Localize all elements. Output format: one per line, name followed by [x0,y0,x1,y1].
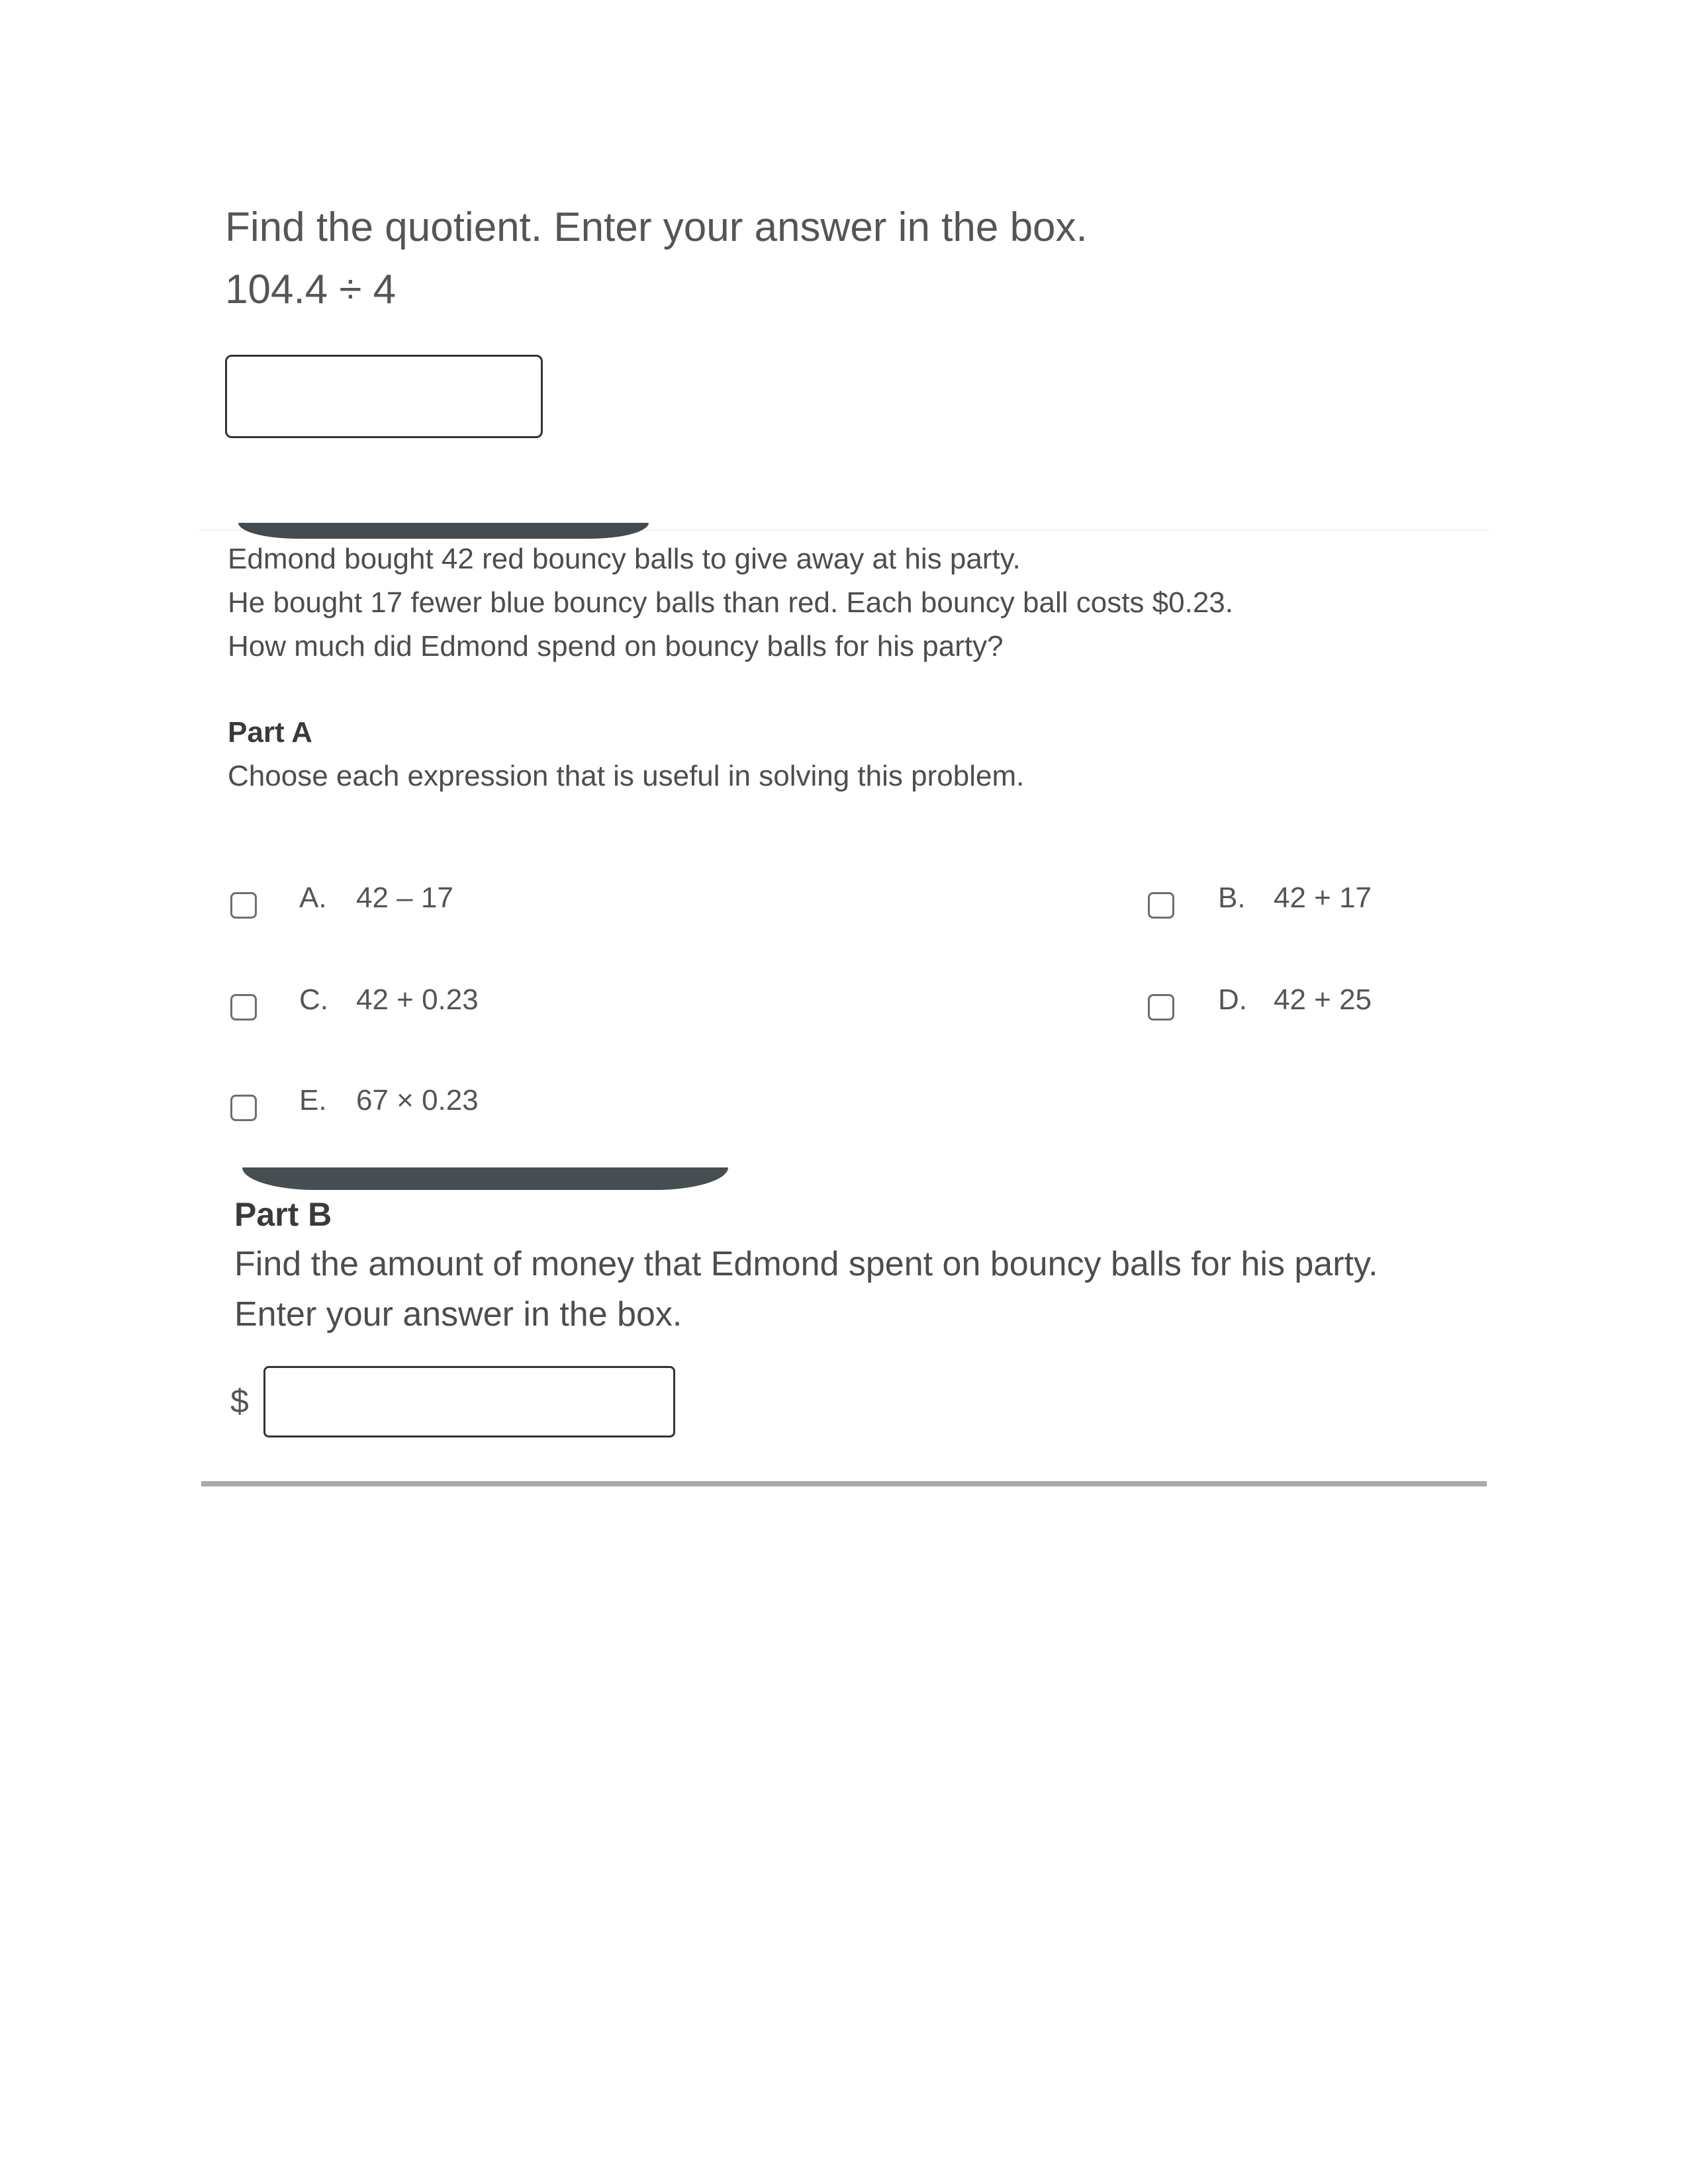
option-d-checkbox[interactable] [1148,994,1174,1021]
part-a-instruction: Choose each expression that is useful in solving this problem. [228,760,1025,792]
option-d-expression: 42 + 25 [1274,983,1372,1016]
option-e-letter: E. [299,1084,327,1116]
question2-stem-line-1: Edmond bought 42 red bouncy balls to give away at his party. [228,543,1021,575]
option-e-expression: 67 × 0.23 [356,1084,479,1116]
question1-answer-input[interactable] [225,355,543,438]
option-c-checkbox[interactable] [230,994,257,1021]
part-b-tab-bar [242,1167,728,1190]
part-a-heading: Part A [228,716,312,749]
part-b-heading: Part B [234,1196,332,1233]
question2-stem-line-2: He bought 17 fewer blue bouncy balls than red. Each bouncy ball costs $0.23. [228,586,1233,619]
part-b-instruction-line-1: Find the amount of money that Edmond spent on bouncy balls for his party. [234,1245,1378,1283]
question2-stem-line-3: How much did Edmond spend on bouncy balls for his party? [228,630,1004,662]
section-tab-bar [238,523,649,539]
dollar-sign: $ [230,1383,249,1420]
part-b-instruction-line-2: Enter your answer in the box. [234,1295,682,1334]
option-c-expression: 42 + 0.23 [356,983,479,1016]
option-d-letter: D. [1218,983,1247,1016]
question1-prompt: Find the quotient. Enter your answer in the box. [225,205,1088,250]
option-b-expression: 42 + 17 [1274,882,1372,914]
option-c-letter: C. [299,983,328,1016]
part-b-answer-input[interactable] [263,1366,675,1437]
option-a-checkbox[interactable] [230,892,257,919]
option-b-letter: B. [1218,882,1246,914]
question1-expression: 104.4 ÷ 4 [225,267,397,312]
bottom-divider [201,1481,1487,1486]
option-a-letter: A. [299,882,327,914]
option-a-expression: 42 – 17 [356,882,453,914]
option-b-checkbox[interactable] [1148,892,1174,919]
option-e-checkbox[interactable] [230,1095,257,1121]
